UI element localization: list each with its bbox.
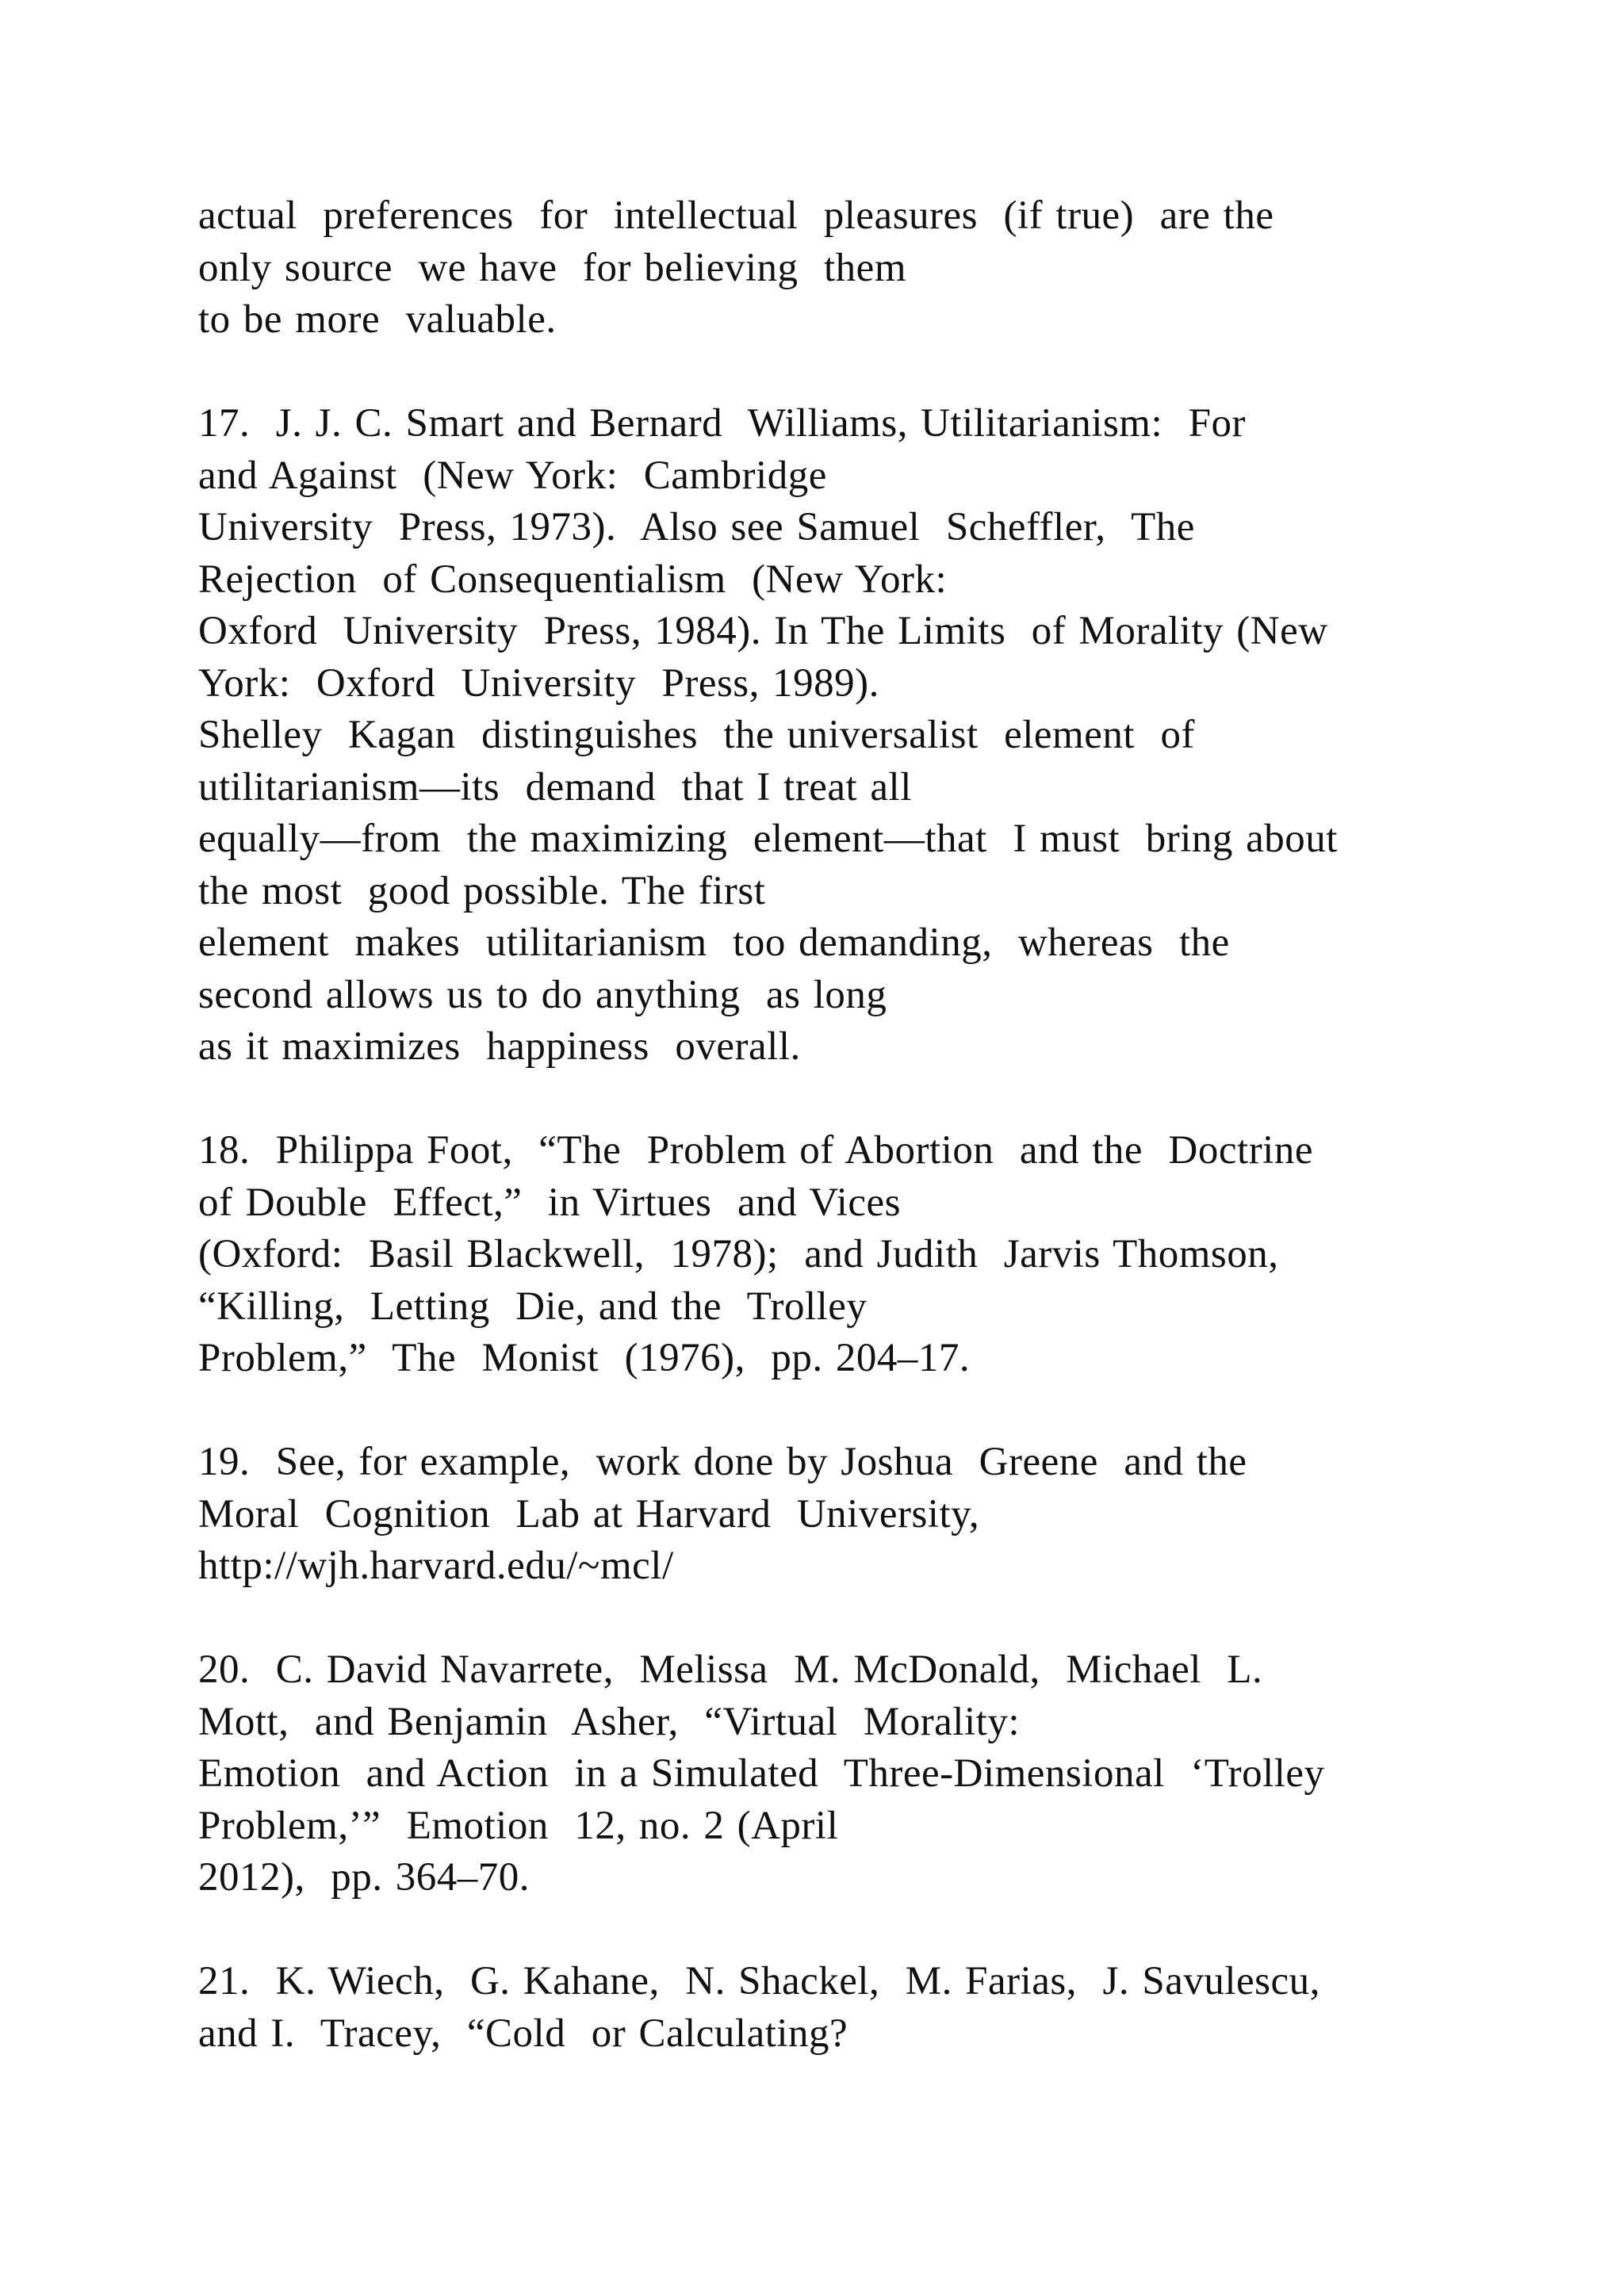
footnote-18-line: “Killing, Letting Die, and the Trolley: [198, 1284, 868, 1329]
paragraph-gap: [198, 1904, 1507, 1957]
footnote-17-line: Rejection of Consequentialism (New York:: [198, 557, 948, 602]
footnote-18-line: Problem,” The Monist (1976), pp. 204–17.: [198, 1336, 971, 1380]
footnote-17-line: Oxford University Press, 1984). In The Limits of Morality (New: [198, 609, 1328, 653]
text-line: actual preferences for intellectual pleasures (if true) are the: [198, 193, 1274, 238]
footnote-20-line: Emotion and Action in a Simulated Three-Dimensional ‘Trolley: [198, 1751, 1325, 1796]
text-line: only source we have for believing them: [198, 245, 906, 290]
footnote-19-url: http://wjh.harvard.edu/~mcl/: [198, 1544, 674, 1588]
footnote-21-line: 21. K. Wiech, G. Kahane, N. Shackel, M. Farias, J. Savulescu,: [198, 1959, 1320, 2003]
footnote-20-line: Mott, and Benjamin Asher, “Virtual Morality:: [198, 1699, 1020, 1744]
footnote-17-line: utilitarianism—its demand that I treat all: [198, 764, 912, 809]
footnote-19-line: 19. See, for example, work done by Joshua Greene and the: [198, 1440, 1247, 1484]
paragraph-gap: [198, 346, 1507, 399]
footnote-17-line: the most good possible. The first: [198, 868, 766, 913]
text-line: to be more valuable.: [198, 297, 557, 342]
footnote-21-line: and I. Tracey, “Cold or Calculating?: [198, 2011, 848, 2056]
footnote-17-line: as it maximizes happiness overall.: [198, 1024, 801, 1069]
footnote-18-line: of Double Effect,” in Virtues and Vices: [198, 1180, 901, 1225]
footnote-17-line: York: Oxford University Press, 1989).: [198, 660, 879, 706]
paragraph-gap: [198, 1385, 1507, 1437]
footnote-17-line: element makes utilitarianism too demanding, whereas the: [198, 920, 1230, 965]
footnote-17-line: University Press, 1973). Also see Samuel Scheffler, The: [198, 505, 1195, 549]
footnote-20-line: Problem,’” Emotion 12, no. 2 (April: [198, 1803, 839, 1848]
paragraph-gap: [198, 1073, 1507, 1126]
footnote-17-line: Shelley Kagan distinguishes the universalist element of: [198, 713, 1196, 757]
paragraph-gap: [198, 1593, 1507, 1645]
footnote-19-line: Moral Cognition Lab at Harvard University,: [198, 1491, 980, 1536]
footnote-20-line: 20. C. David Navarrete, Melissa M. McDonald, Michael L.: [198, 1647, 1263, 1692]
footnote-18-line: (Oxford: Basil Blackwell, 1978); and Judith Jarvis Thomson,: [198, 1232, 1279, 1276]
footnote-17-line: second allows us to do anything as long: [198, 972, 887, 1017]
footnote-17-line: 17. J. J. C. Smart and Bernard Williams, Utilitarianism: For: [198, 401, 1246, 446]
footnote-20-line: 2012), pp. 364–70.: [198, 1855, 530, 1900]
footnote-18-line: 18. Philippa Foot, “The Problem of Abortion and the Doctrine: [198, 1128, 1313, 1173]
footnote-17-line: equally—from the maximizing element—that I must bring about: [198, 817, 1338, 861]
document-page: [198, 190, 1507, 2060]
footnote-17-line: and Against (New York: Cambridge: [198, 453, 827, 498]
